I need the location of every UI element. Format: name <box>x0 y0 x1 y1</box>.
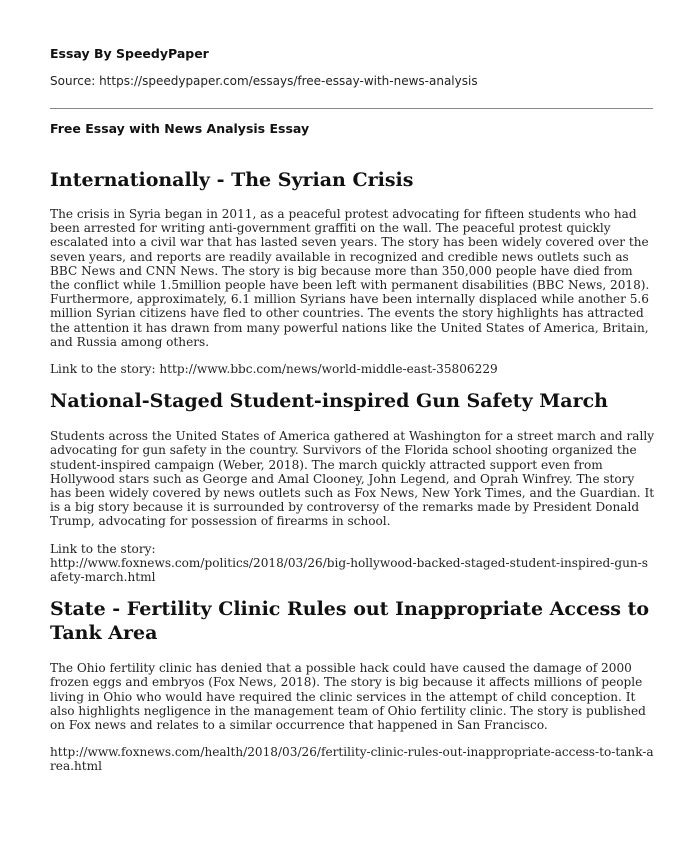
header-divider <box>50 108 653 109</box>
story-link-label: Link to the story: <box>50 541 156 556</box>
site-label: Essay By SpeedyPaper <box>50 46 209 61</box>
essay-body <box>50 168 655 787</box>
story-link[interactable]: http://www.foxnews.com/politics/2018/03/26/big-hollywood-backed-staged-student-inspired-gun-safety-march.html <box>50 555 648 585</box>
section-heading: Internationally - The Syrian Crisis <box>50 169 414 191</box>
section-paragraph: The crisis in Syria began in 2011, as a peaceful protest advocating for fifteen students who had been arrested for writing anti-government graffiti on the wall. The peaceful protest quickly escalated into a civil war that has lasted seven years. The story has been widely covered over the seven years, and reports are readily available in recognized and credible news outlets such as BBC News and CNN News. The story is big because more than 350,000 people have died from the conflict while 1.5million people have been left with permanent disabilities (BBC News, 2018). Furthermore, approximately, 6.1 million Syrians have been internally displaced while another 5.6 million Syrian citizens have fled to other countries. The events the story highlights has attracted the attention it has drawn from many powerful nations like the United States of America, Britain, and Russia among others. <box>50 207 650 349</box>
section-fertility-clinic <box>50 597 655 773</box>
section-heading: State - Fertility Clinic Rules out Inappropriate Access to Tank Area <box>50 598 650 645</box>
source-line: Source: https://speedypaper.com/essays/free-essay-with-news-analysis <box>50 74 478 88</box>
essay-title: Free Essay with News Analysis Essay <box>50 121 310 136</box>
story-link[interactable]: Link to the story: http://www.bbc.com/news/world-middle-east-35806229 <box>50 362 498 377</box>
story-link-block <box>50 542 655 585</box>
section-gun-safety-march <box>50 389 655 584</box>
section-heading: National-Staged Student-inspired Gun Safety March <box>50 390 608 413</box>
section-paragraph: The Ohio fertility clinic has denied that a possible hack could have caused the damage of 2000 frozen eggs and embryos (Fox News, 2018). The story is big because it affects millions of people living in Ohio who would have required the clinic services in the attempt of child conception. It also highlights negligence in the management team of Ohio fertility clinic. The story is published on Fox news and relates to a similar occurrence that happened in San Francisco. <box>50 661 646 733</box>
story-link[interactable]: http://www.foxnews.com/health/2018/03/26/fertility-clinic-rules-out-inappropriate-access-to-tank-area.html <box>50 745 654 774</box>
section-paragraph: Students across the United States of America gathered at Washington for a street march and rally advocating for gun safety in the country. Survivors of the Florida school shooting organized the student-inspired campaign (Weber, 2018). The march quickly attracted support even from Hollywood stars such as George and Amal Clooney, John Legend, and Oprah Winfrey. The story has been widely covered by news outlets such as Fox News, New York Times, and the Guardian. It is a big story because it is surrounded by controversy of the remarks made by President Donald Trump, advocating for possession of firearms in school. <box>50 429 655 529</box>
section-syrian-crisis <box>50 168 655 376</box>
